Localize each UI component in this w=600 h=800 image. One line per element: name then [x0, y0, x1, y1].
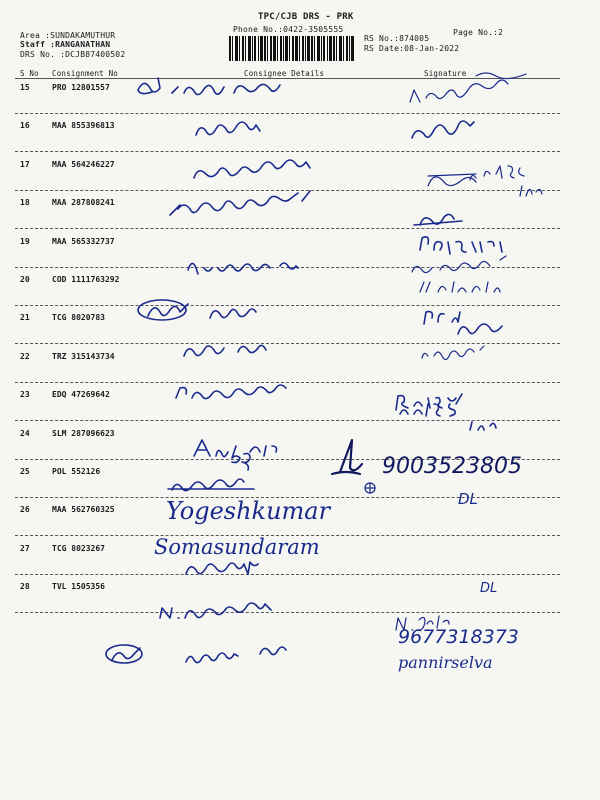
area-label: Area :SUNDAKAMUTHUR — [20, 31, 116, 40]
table-row — [0, 544, 600, 582]
table-row — [0, 237, 600, 275]
row-separator — [15, 113, 560, 114]
serial-number: 17 — [20, 160, 30, 169]
serial-number: 28 — [20, 582, 30, 591]
handwritten-signature-28: pannirselva — [398, 653, 493, 672]
table-row — [0, 352, 600, 390]
table-row — [0, 313, 600, 351]
consignment-number: MAA 562760325 — [52, 505, 115, 514]
row-separator — [15, 497, 560, 498]
serial-number: 25 — [20, 467, 30, 476]
handwritten-signature-26: DL — [480, 581, 498, 596]
sheet-title: TPC/CJB DRS - PRK — [258, 12, 354, 22]
consignment-number: TCG 8020783 — [52, 313, 105, 322]
serial-number: 27 — [20, 544, 30, 553]
consignment-number: TCG 8023267 — [52, 544, 105, 553]
consignment-number: PRO 12801557 — [52, 83, 110, 92]
row-separator — [15, 151, 560, 152]
drs-number: DRS No. :DCJB87400502 — [20, 50, 126, 59]
handwritten-consignee-28 — [106, 645, 286, 663]
serial-number: 22 — [20, 352, 30, 361]
table-row — [0, 429, 600, 467]
table-row — [0, 505, 600, 543]
row-separator — [15, 382, 560, 383]
serial-number: 23 — [20, 390, 30, 399]
rs-date: RS Date:08-Jan-2022 — [364, 44, 460, 53]
table-row — [0, 467, 600, 505]
row-separator — [15, 305, 560, 306]
page-number: Page No.:2 — [453, 28, 504, 37]
consignment-number: MAA 565332737 — [52, 237, 115, 246]
serial-number: 24 — [20, 429, 30, 438]
staff-label: Staff :RANGANATHAN — [20, 40, 111, 49]
consignment-number: TRZ 315143734 — [52, 352, 115, 361]
consignment-number: MAA 855396813 — [52, 121, 115, 130]
table-row — [0, 121, 600, 159]
row-separator — [15, 612, 560, 613]
phone-number: Phone No.:0422-3505555 — [233, 25, 344, 34]
consignment-number: SLM 287096623 — [52, 429, 115, 438]
column-header-sno: S No — [20, 69, 39, 78]
serial-number: 16 — [20, 121, 30, 130]
barcode — [229, 36, 354, 61]
serial-number: 15 — [20, 83, 30, 92]
serial-number: 19 — [20, 237, 30, 246]
handwritten-phone-23: 9003523805 — [382, 454, 522, 479]
table-row — [0, 160, 600, 198]
consignment-number: COD 1111763292 — [52, 275, 120, 284]
row-separator — [15, 574, 560, 575]
table-row — [0, 198, 600, 236]
row-separator — [15, 459, 560, 460]
table-row — [0, 390, 600, 428]
rs-number: RS No.:874005 — [364, 34, 430, 43]
serial-number: 20 — [20, 275, 30, 284]
handwritten-phone-27: 9677318373 — [398, 626, 519, 648]
row-separator — [15, 190, 560, 191]
column-header-consignment: Consignment No — [52, 69, 119, 78]
header-rule — [15, 78, 560, 79]
row-separator — [15, 228, 560, 229]
row-separator — [15, 535, 560, 536]
table-row — [0, 582, 600, 620]
consignment-number: POL 552126 — [52, 467, 101, 476]
row-separator — [15, 420, 560, 421]
serial-number: 18 — [20, 198, 30, 207]
serial-number: 21 — [20, 313, 30, 322]
consignment-number: MAA 287808241 — [52, 198, 115, 207]
handwritten-name-24: Yogeshkumar — [166, 497, 331, 525]
handwritten-name-25: Somasundaram — [154, 535, 320, 559]
row-separator — [15, 343, 560, 344]
consignment-number: MAA 564246227 — [52, 160, 115, 169]
table-row — [0, 83, 600, 121]
row-separator — [15, 267, 560, 268]
consignment-number: EDQ 47269642 — [52, 390, 110, 399]
table-row — [0, 275, 600, 313]
column-header-signature: Signature — [424, 69, 467, 78]
column-header-consignee: Consignee Details — [244, 69, 325, 78]
handwritten-signature-24: DL — [458, 490, 478, 508]
consignment-number: TVL 1505356 — [52, 582, 105, 591]
serial-number: 26 — [20, 505, 30, 514]
